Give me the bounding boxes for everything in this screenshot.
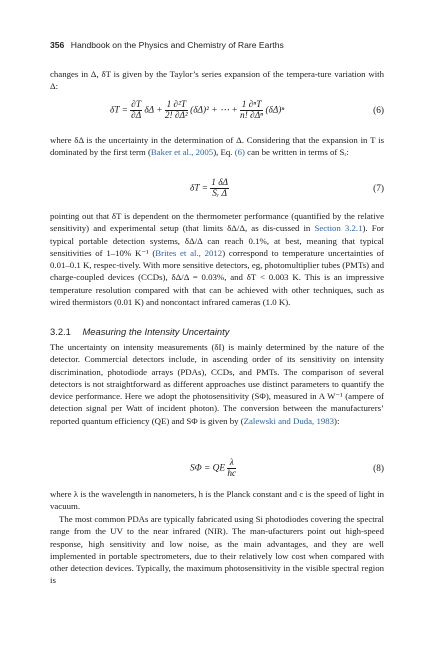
eq6-term3: (δΔ)ⁿ xyxy=(265,105,285,116)
eq8-number: (8) xyxy=(373,464,384,474)
paragraph-intensity-uncertainty: The uncertainty on intensity measurements (δI) is mainly determined by the nature of the detector. Commercial detectors include, in ascending order of its sensitivity on intensity discrimination, photodiode arrays (PDAs), CCDs, and PMTs. The comparison of several detectors is not straightforward as different approaches use distinct parameters to quantify the device performance. Here we adopt the photosensitivity (SΦ), measured in A W⁻¹ (ampere of detection signal per Watt of incident photon). The conversion between the manufacturers’ reported quantum efficiency (QE) and SΦ is given by (Zalewski and Duda, 1983): xyxy=(50,342,384,426)
citation-brites-2012[interactable]: Brites et al., 2012 xyxy=(155,247,223,258)
equation-8 xyxy=(50,456,384,482)
page-number: 356 xyxy=(50,40,65,50)
paragraph-pda: The most common PDAs are typically fabricated using Si photodiodes covering the spectral range from the UV to the near infrared (NIR). The man-ufacturers point out high-speed response, high sensitivity and low noise, as the main advantages, and they are well implemented in portable spectrometers, due to their relatively low cost when compared with other detection devices. Typically, the maximum photosensitivity in the visible spectral region is xyxy=(50,514,384,586)
section-heading xyxy=(50,326,229,337)
eq6-frac1: $\frac{\partial T}{\partial\Delta}$ xyxy=(131,100,142,121)
eq6-frac2: $\frac{\text{1 ∂²T}}{\text{2! ∂Δ²}}$ xyxy=(164,100,188,121)
eq8-lhs: SΦ = QE xyxy=(190,463,226,474)
eq6-number: (6) xyxy=(373,106,384,116)
section-title: Measuring the Intensity Uncertainty xyxy=(82,326,230,337)
eq6-lhs: δT = xyxy=(110,105,128,116)
equation-7 xyxy=(50,176,384,202)
citation-zalewski-1983[interactable]: Zalewski and Duda, 1983 xyxy=(243,415,335,426)
paragraph-wavelength-def: where λ is the wavelength in nanometers, h is the Planck constant and c is the speed of light in vacuum. xyxy=(50,489,384,512)
citation-baker-2005[interactable]: Baker et al., 2005 xyxy=(150,147,214,158)
section-number: 3.2.1 xyxy=(50,326,71,337)
equation-6 xyxy=(50,98,384,126)
running-title: Handbook on the Physics and Chemistry of Rare Earths xyxy=(70,40,284,50)
link-eq-6[interactable]: (6) xyxy=(234,147,245,158)
link-section-3-2-1[interactable]: Section 3.2.1 xyxy=(314,223,363,234)
eq6-term2: (δΔ)² + ⋯ + xyxy=(190,105,238,116)
running-header xyxy=(50,40,284,50)
eq8-frac: $\frac{\lambda}{hc}$ xyxy=(227,458,237,479)
eq7-frac: $\frac{1 \delta\Delta}{\text{Sᵣ Δ}}$ xyxy=(211,178,229,199)
eq6-term1: δΔ + xyxy=(144,105,163,116)
eq7-lhs: δT = xyxy=(190,183,208,194)
eq7-number: (7) xyxy=(373,184,384,194)
paragraph-taylor-intro: changes in Δ, δT is given by the Taylor’s series expansion of the tempera-ture variation with Δ: xyxy=(50,69,384,92)
paragraph-first-term: where δΔ is the uncertainty in the determination of Δ. Considering that the expansion in T is dominated by the first term (Baker et al., 2005), Eq. (6) can be written in terms of Sᵣ: xyxy=(50,135,384,158)
paragraph-sensitivity: pointing out that δT is dependent on the thermometer performance (quantified by the relative sensitivity) and experimental setup (that limits δΔ/Δ, as dis-cussed in Section 3.2.1). For typical portable detection systems, δΔ/Δ can reach 0.1%, at best, meaning that typical sensitivities of 1–10% K⁻¹ (Brites et al., 2012) correspond to temperature uncertainties of 0.01–0.1 K, respec-tively. With more sensitive detectors, eg, photomultiplier tubes (PMTs) and charge-coupled devices (CCDs), δΔ/Δ = 0.03%, and δT < 0.003 K. This is an impressive temperature resolution compared with that can be achieved with other techniques, such as wired thermistors (0.01 K) and noncontact infrared cameras (1.0 K). xyxy=(50,211,384,307)
eq6-frac3: $\frac{\text{1 ∂ⁿT}}{\text{n! ∂Δⁿ}}$ xyxy=(240,100,264,121)
